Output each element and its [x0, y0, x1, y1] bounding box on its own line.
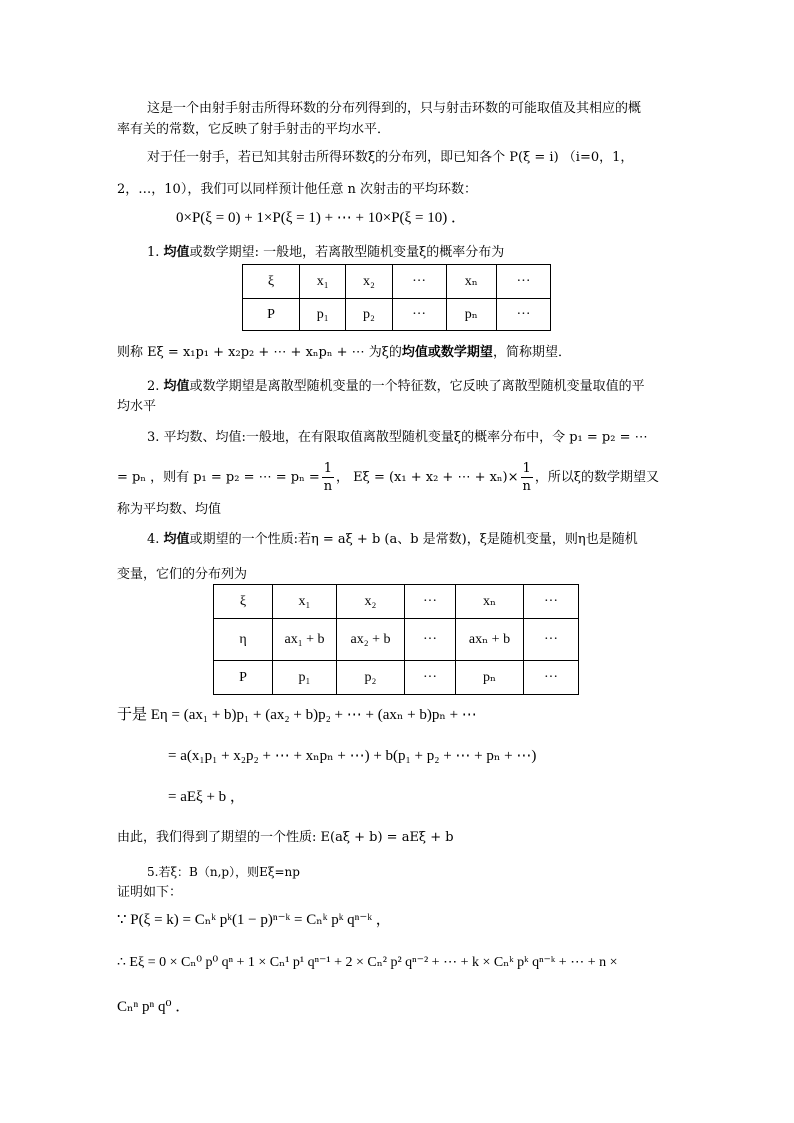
mean-formula-text: ， Eξ = (x₁ + x₂ + ⋯ + xₙ)×: [336, 470, 519, 485]
table-cell: ax₁ + b: [273, 619, 337, 661]
binomial-statement: 5.若ξ：B（n,p），则Eξ=np: [147, 865, 300, 879]
table-cell: P: [243, 299, 300, 331]
table-cell: pₙ: [446, 299, 497, 331]
section-4-bold-term: 均值: [163, 532, 190, 547]
table-cell: ···: [497, 265, 551, 299]
intro-formula: 0×P(ξ = 0) + 1×P(ξ = 1) + ⋯ + 10×P(ξ = 10) ．: [176, 210, 466, 226]
table-1-row-xi: [243, 265, 551, 299]
table-2-row-eta: [214, 619, 579, 661]
table-cell: p₂: [337, 661, 405, 695]
fraction-numerator: 1: [323, 461, 333, 476]
table-cell: ax₂ + b: [337, 619, 405, 661]
fraction-denominator: n: [323, 479, 333, 494]
section-4-number: 4.: [147, 532, 160, 547]
expectation-derivation-3: = aEξ + b ，: [168, 789, 245, 805]
table-cell: ···: [405, 585, 456, 619]
table-cell: ξ: [214, 585, 273, 619]
section-4-text: 或期望的一个性质:若η = aξ + b (a、b 是常数)，ξ是随机变量，则η也是随机: [189, 532, 638, 547]
equal-probability-text: = pₙ ，则有 p₁ = p₂ = ⋯ = pₙ =: [117, 470, 320, 485]
expectation-term: 均值或数学期望: [401, 345, 493, 360]
section-4-line-1: [147, 532, 638, 548]
section-3-line-2: [117, 459, 659, 497]
table-cell: xₙ: [456, 585, 524, 619]
intro-line-1: 这是一个由射手射击所得环数的分布列得到的，只与射击环数的可能取值及其相应的概: [147, 101, 642, 116]
table-cell: x₂: [346, 265, 392, 299]
table-cell: axₙ + b: [456, 619, 524, 661]
table-cell: ···: [497, 299, 551, 331]
table-cell: x₂: [337, 585, 405, 619]
section-4-line-2: 变量，它们的分布列为: [117, 567, 248, 582]
fraction-numerator: 1: [522, 461, 531, 476]
mean-conclusion-text: ，所以ξ的数学期望又: [534, 470, 659, 485]
table-cell: ξ: [243, 265, 300, 299]
section-3-line-1: 3. 平均数、均值:一般地，在有限取值离散型随机变量ξ的概率分布中，令 p₁ = p₂ = ⋯: [147, 430, 648, 445]
table-cell: p₂: [346, 299, 392, 331]
section-1-number: 1.: [147, 245, 160, 260]
table-cell: ···: [524, 619, 579, 661]
expectation-definition: 则称 Eξ = x₁p₁ + x₂p₂ + ⋯ + xₙpₙ + ⋯ 为ξ的: [117, 345, 402, 360]
binomial-expectation: ∴ Eξ = 0 × Cₙ⁰ p⁰ qⁿ + 1 × Cₙ¹ p¹ qⁿ⁻¹ + 2 × Cₙ² p² qⁿ⁻² + ⋯ + k × Cₙᵏ pᵏ qⁿ⁻ᵏ + ⋯ + n ×: [117, 955, 618, 970]
expectation-derivation-1: 于是 Eη = (ax₁ + b)p₁ + (ax₂ + b)p₂ + ⋯ + (axₙ + b)pₙ + ⋯: [117, 707, 477, 723]
table-1-row-p: [243, 299, 551, 331]
table-2-row-p: [214, 661, 579, 695]
section-3-line-3: 称为平均数、均值: [117, 502, 222, 517]
expectation-property: 由此，我们得到了期望的一个性质: E(aξ + b) = aEξ + b: [117, 830, 454, 845]
expectation-derivation-2: = a(x₁p₁ + x₂p₂ + ⋯ + xₙpₙ + ⋯) + b(p₁ + p₂ + ⋯ + pₙ + ⋯): [168, 748, 537, 764]
table-cell: P: [214, 661, 273, 695]
distribution-table-1: [242, 264, 551, 331]
table-2-row-xi: [214, 585, 579, 619]
binomial-probability: ∵ P(ξ = k) = Cₙᵏ pᵏ(1 − p)ⁿ⁻ᵏ = Cₙᵏ pᵏ qⁿ⁻ᵏ ，: [117, 912, 391, 928]
section-1-heading: [147, 245, 504, 261]
table-cell: ···: [405, 619, 456, 661]
proof-heading: 证明如下：: [117, 885, 183, 900]
table-cell: p₁: [300, 299, 346, 331]
table-cell: x₁: [273, 585, 337, 619]
intro-line-2: 率有关的常数，它反映了射手射击的平均水平．: [117, 122, 391, 137]
section-1-conclusion: [117, 345, 571, 361]
section-2-text: 或数学期望是离散型随机变量的一个特征数，它反映了离散型随机变量取值的平: [189, 379, 645, 394]
table-cell: ···: [405, 661, 456, 695]
fraction-denominator: n: [522, 479, 531, 494]
binomial-expectation-last: Cₙⁿ pⁿ q⁰ ．: [117, 999, 191, 1015]
expectation-suffix: ，简称期望．: [492, 345, 571, 360]
table-cell: ···: [524, 585, 579, 619]
table-cell: η: [214, 619, 273, 661]
table-cell: ···: [392, 265, 446, 299]
table-cell: pₙ: [456, 661, 524, 695]
section-2-bold-term: 均值: [163, 379, 190, 394]
table-cell: xₙ: [446, 265, 497, 299]
intro-line-3: 对于任一射手，若已知其射击所得环数ξ的分布列，即已知各个 P(ξ = i) （i=0，1，: [147, 150, 634, 165]
section-2-line-1: [147, 379, 645, 395]
section-1-bold-term: 均值: [163, 245, 190, 260]
fraction-one-over-n: [322, 460, 334, 495]
table-cell: ···: [392, 299, 446, 331]
section-2-number: 2.: [147, 379, 160, 394]
distribution-table-2: [213, 584, 579, 695]
table-cell: ···: [524, 661, 579, 695]
table-cell: p₁: [273, 661, 337, 695]
intro-line-4: 2，…，10），我们可以同样预计他任意 n 次射击的平均环数：: [117, 182, 477, 197]
table-cell: x₁: [300, 265, 346, 299]
section-2-line-2: 均水平: [117, 399, 157, 414]
section-1-text: 或数学期望: 一般地，若离散型随机变量ξ的概率分布为: [189, 245, 505, 260]
fraction-one-over-n-2: [521, 460, 533, 495]
